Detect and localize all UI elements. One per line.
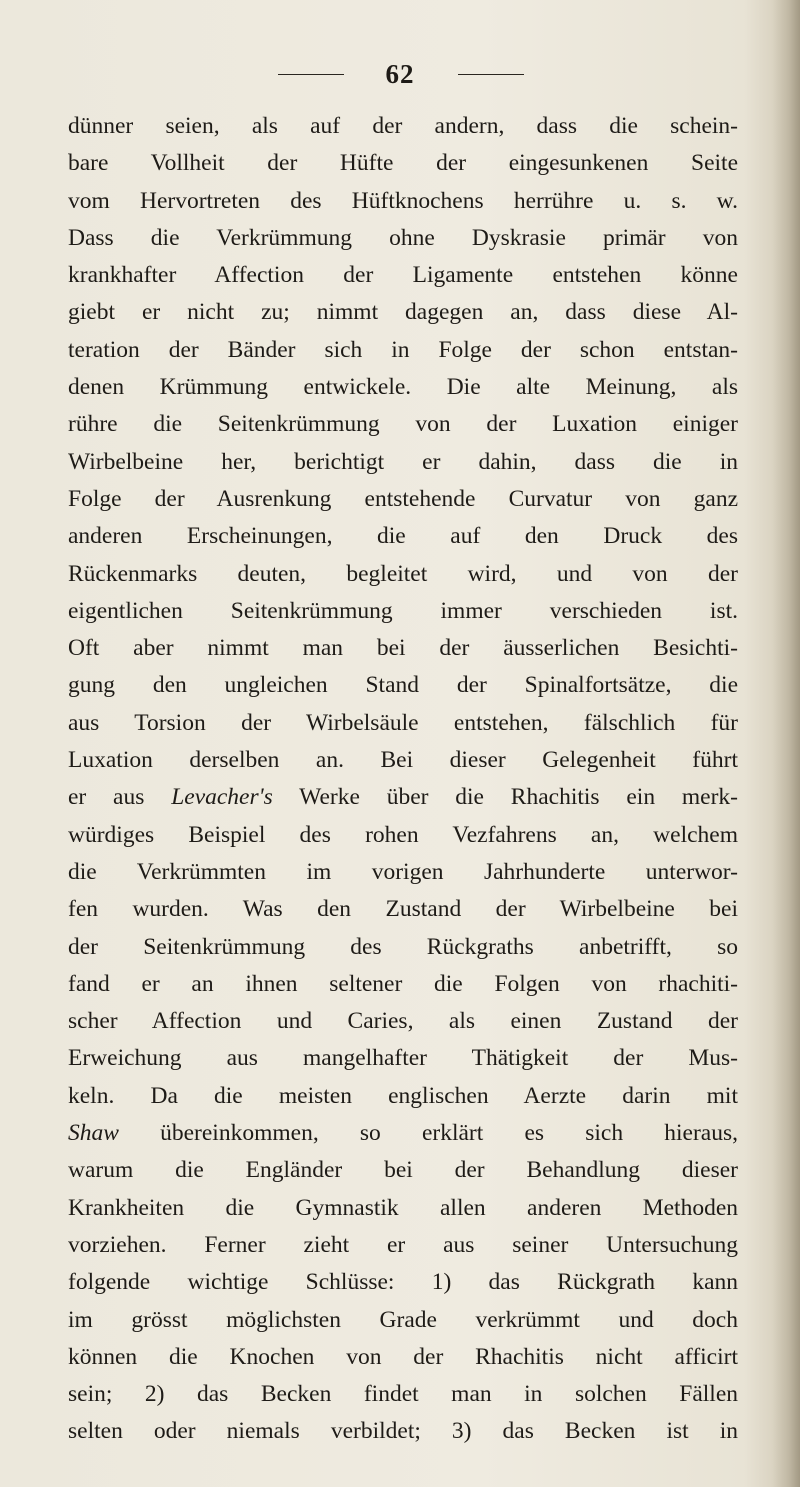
text-line: sein; 2) das Becken findet man in solchen Fällen — [68, 1381, 738, 1408]
text-line: fen wurden. Was den Zustand der Wirbelbeine bei — [68, 896, 738, 923]
text-line: aus Torsion der Wirbelsäule entstehen, fälschlich für — [68, 709, 738, 736]
text-line: selten oder niemals verbildet; 3) das Becken ist in — [68, 1418, 738, 1445]
text-line: bare Vollheit der Hüfte der eingesunkenen Seite — [68, 150, 738, 177]
text-line: Dass die Verkrümmung ohne Dyskrasie primär von — [68, 224, 738, 251]
text-line: würdiges Beispiel des rohen Vezfahrens an, welchem — [68, 821, 738, 848]
text-line: rühre die Seitenkrümmung von der Luxation einiger — [68, 411, 738, 438]
body-text — [68, 108, 738, 1451]
text-line: Erweichung aus mangelhafter Thätigkeit der Mus- — [68, 1045, 738, 1072]
text-line: im grösst möglichsten Grade verkrümmt und doch — [68, 1306, 738, 1333]
page-header — [0, 56, 800, 92]
text-line: denen Krümmung entwickele. Die alte Meinung, als — [68, 374, 738, 401]
text-line: folgende wichtige Schlüsse: 1) das Rückgrath kann — [68, 1269, 738, 1296]
text-line: warum die Engländer bei der Behandlung dieser — [68, 1157, 738, 1184]
text-line: scher Affection und Caries, als einen Zustand der — [68, 1008, 738, 1035]
text-line: Rückenmarks deuten, begleitet wird, und von der — [68, 560, 738, 587]
text-line: teration der Bänder sich in Folge der schon entstan- — [68, 336, 738, 363]
text-line: keln. Da die meisten englischen Aerzte darin mit — [68, 1082, 738, 1109]
text-line: die Verkrümmten im vorigen Jahrhunderte unterwor- — [68, 858, 738, 885]
text-line — [68, 1115, 738, 1152]
text-line: vom Hervortreten des Hüftknochens herrühre u. s. w. — [68, 187, 738, 214]
text-line — [68, 779, 738, 816]
text-line: dünner seien, als auf der andern, dass die schein- — [68, 113, 738, 139]
text-line: anderen Erscheinungen, die auf den Druck des — [68, 523, 738, 550]
text-line: vorziehen. Ferner zieht er aus seiner Untersuchung — [68, 1231, 738, 1258]
text-line: Wirbelbeine her, berichtigt er dahin, dass die in — [68, 448, 738, 475]
italic-name: Shaw — [68, 1120, 119, 1147]
text-line: fand er an ihnen seltener die Folgen von rhachiti- — [68, 970, 738, 997]
text-line: können die Knochen von der Rhachitis nicht afficirt — [68, 1343, 738, 1370]
text-line: gung den ungleichen Stand der Spinalfortsätze, die — [68, 672, 738, 699]
header-rule-left — [278, 74, 344, 75]
page-edge-shadow — [772, 0, 800, 1487]
text-line: eigentlichen Seitenkrümmung immer verschieden ist. — [68, 597, 738, 624]
text-line: der Seitenkrümmung des Rückgraths anbetrifft, so — [68, 933, 738, 960]
text-segment: übereinkommen, so erklärt es sich hieraus, — [118, 1120, 738, 1147]
text-line: Krankheiten die Gymnastik allen anderen Methoden — [68, 1194, 738, 1221]
text-line: krankhafter Affection der Ligamente entstehen könne — [68, 262, 738, 289]
text-line: Oft aber nimmt man bei der äusserlichen Besichti- — [68, 635, 738, 662]
page-number: 62 — [385, 59, 415, 89]
text-segment: er aus — [68, 784, 172, 811]
text-segment: Werke über die Rhachitis ein merk- — [272, 784, 738, 811]
text-line: Folge der Ausrenkung entstehende Curvatur von ganz — [68, 485, 738, 512]
text-line: Luxation derselben an. Bei dieser Gelegenheit führt — [68, 747, 738, 774]
text-line: giebt er nicht zu; nimmt dagegen an, dass diese Al- — [68, 299, 738, 326]
header-rule-right — [458, 74, 524, 75]
italic-name: Levacher's — [171, 784, 273, 811]
